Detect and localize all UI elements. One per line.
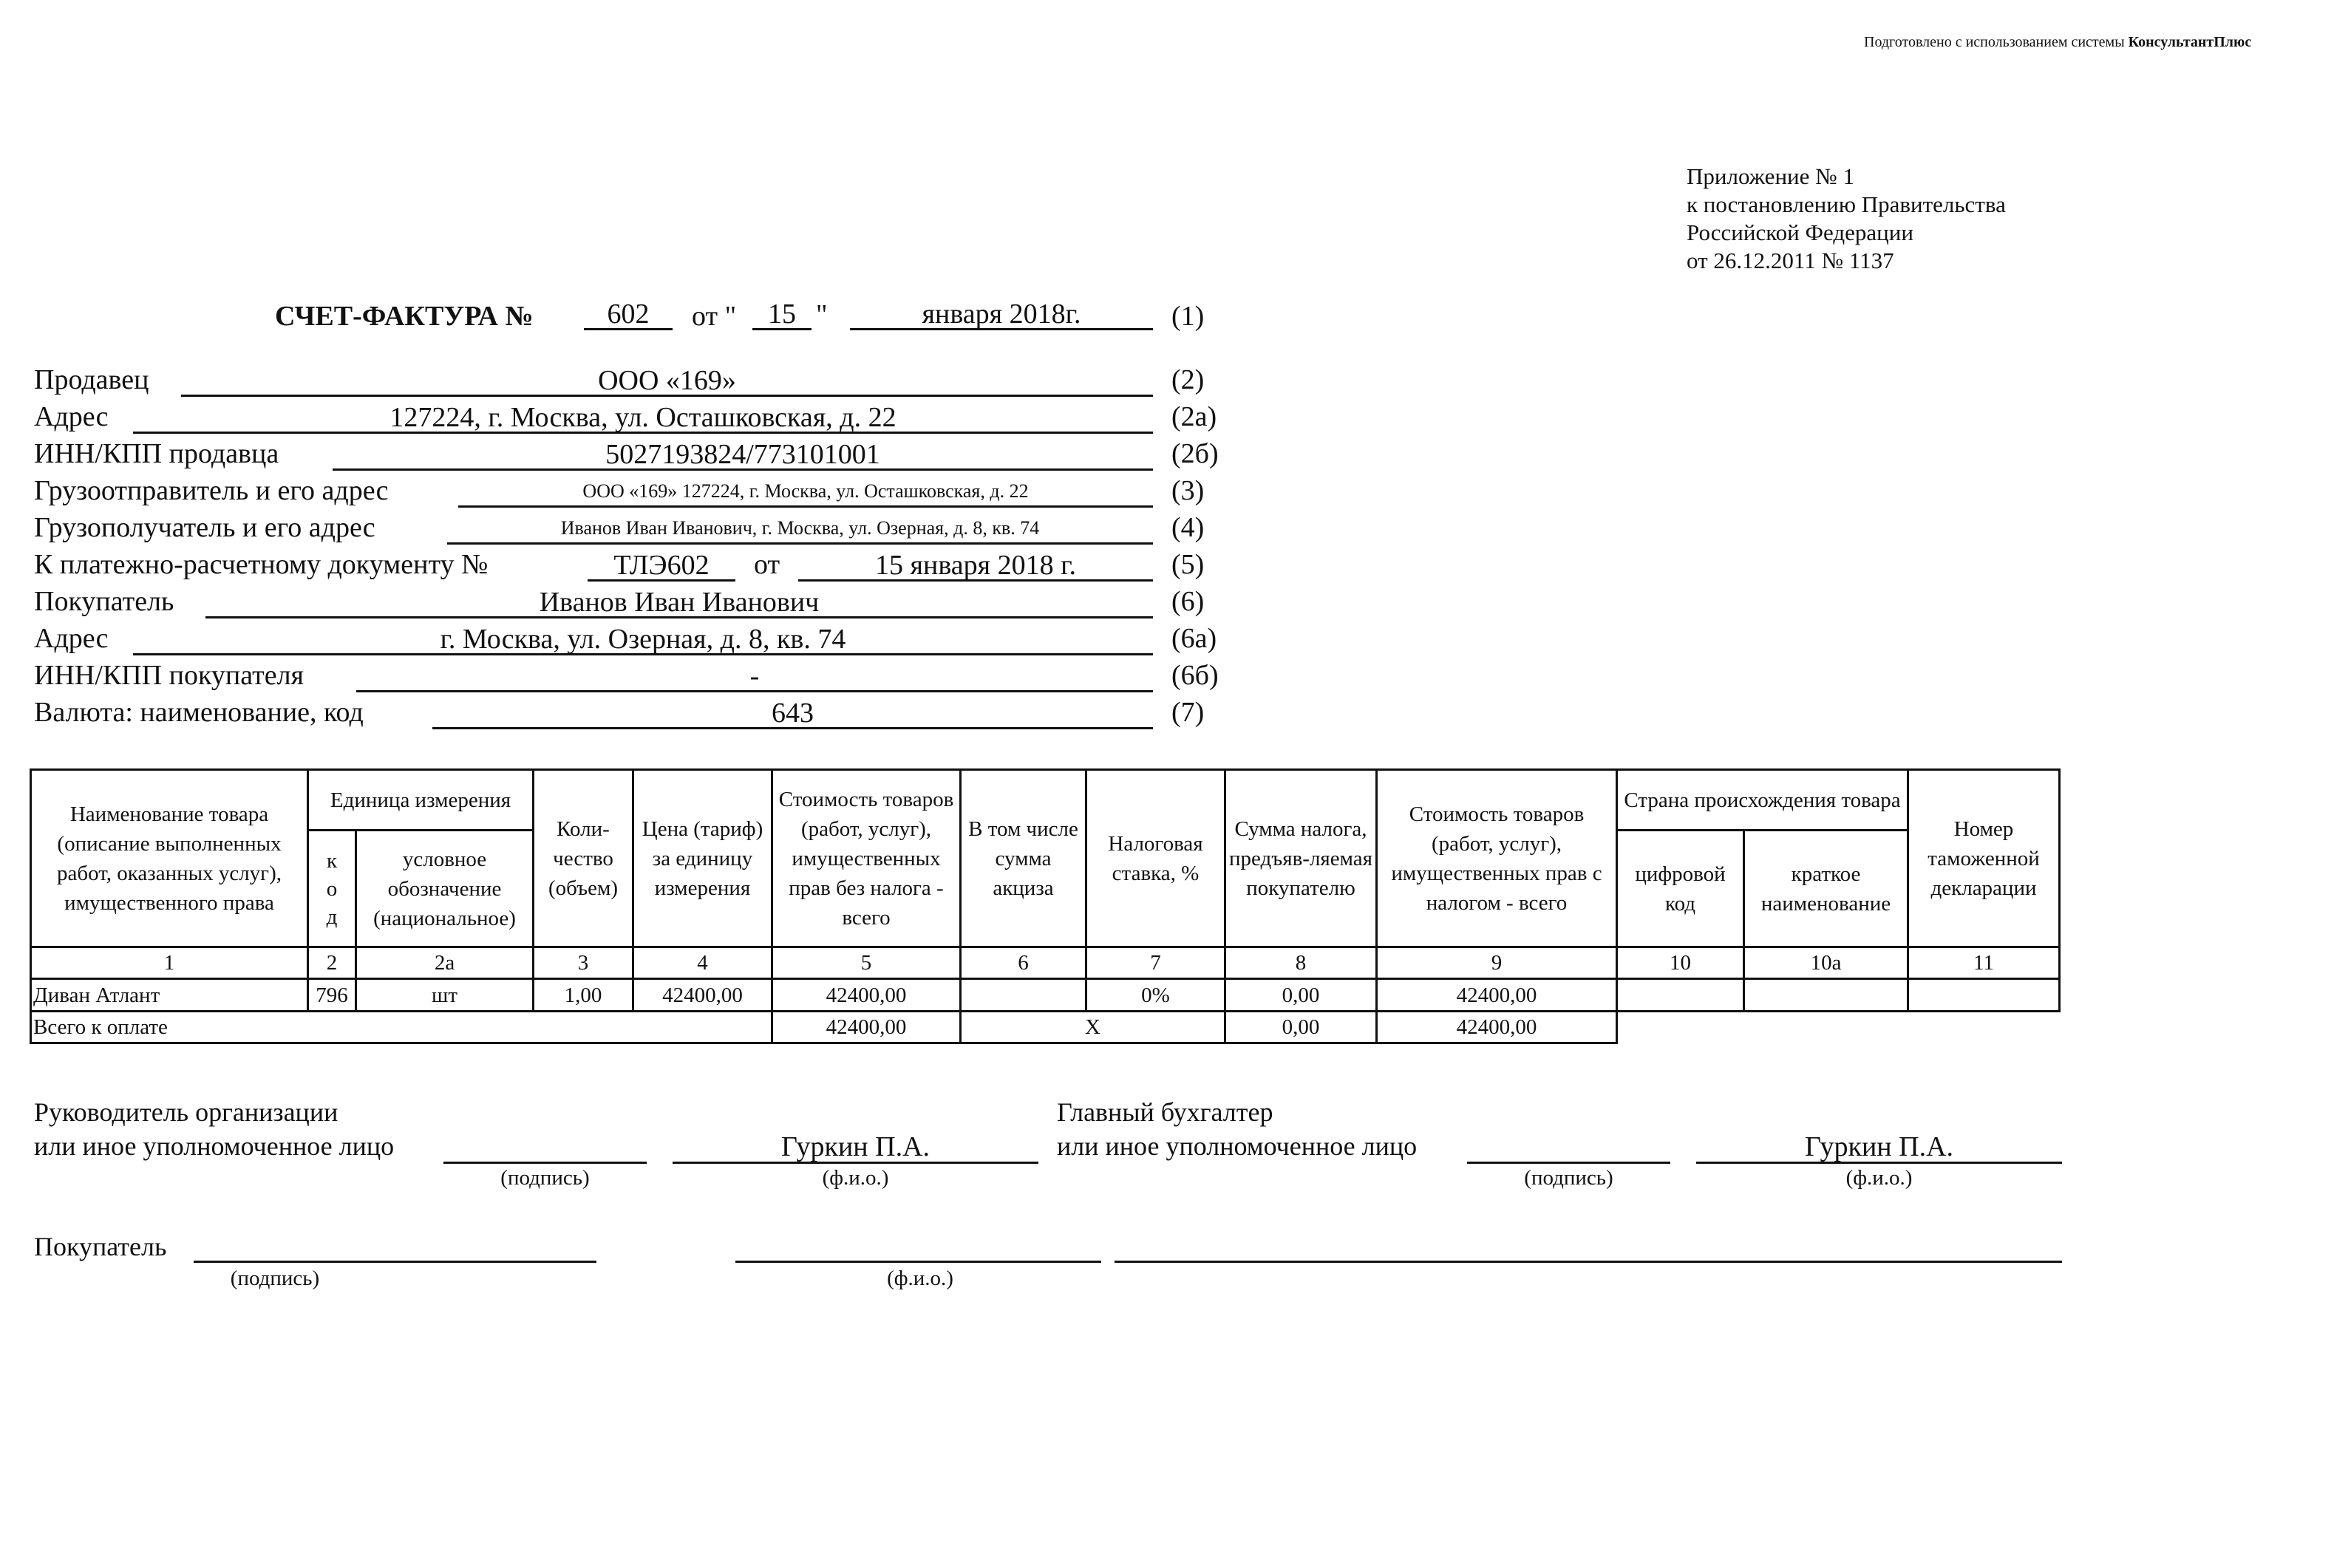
- field-label: Покупатель: [34, 586, 174, 617]
- row-cost-no-tax: 42400,00: [772, 979, 961, 1012]
- row-tax-rate: 0%: [1086, 979, 1225, 1012]
- field-code: (2б): [1171, 438, 1219, 469]
- field-code: (4): [1171, 512, 1205, 543]
- row-excise: [961, 979, 1086, 1012]
- total-label: Всего к оплате: [31, 1012, 772, 1043]
- field-label: ИНН/КПП покупателя: [34, 660, 304, 691]
- header-unit-code: к о д: [308, 831, 356, 947]
- appendix-line: от 26.12.2011 № 1137: [1687, 248, 1894, 273]
- header-country-name: краткое наименование: [1744, 831, 1908, 947]
- field-label: К платежно-расчетному документу №: [34, 549, 489, 580]
- header-cost-no-tax: Стоимость товаров (работ, услуг), имущественных прав без налога - всего: [772, 770, 961, 947]
- field-code: (7): [1171, 697, 1205, 728]
- total-cost-no-tax: 42400,00: [772, 1012, 961, 1043]
- col-number: 6: [961, 947, 1086, 979]
- field-value: г. Москва, ул. Озерная, д. 8, кв. 74: [133, 624, 1153, 655]
- col-number: 3: [534, 947, 633, 979]
- accountant-label-2: или иное уполномоченное лицо: [1057, 1131, 1418, 1161]
- sign-caption: (подпись): [1524, 1166, 1613, 1190]
- row-customs: [1908, 979, 2060, 1012]
- row-tax-sum: 0,00: [1225, 979, 1377, 1012]
- col-number: 1: [31, 947, 308, 979]
- header-country-code: цифровой код: [1617, 831, 1744, 947]
- col-number: 10: [1617, 947, 1744, 979]
- row-code: 796: [308, 979, 356, 1012]
- col-number: 11: [1908, 947, 2060, 979]
- accountant-label-1: Главный бухгалтер: [1057, 1097, 1273, 1127]
- buyer-name-line: [735, 1230, 1101, 1263]
- col-number: 7: [1086, 947, 1225, 979]
- appendix-line: к постановлению Правительства: [1687, 191, 2006, 217]
- field-label: ИНН/КПП продавца: [34, 438, 279, 469]
- total-mark: X: [961, 1012, 1225, 1043]
- buyer-signature-line: [194, 1230, 596, 1263]
- header-unit-name: условное обозначение (национальное): [356, 831, 534, 947]
- invoice-quote: ": [816, 299, 828, 330]
- accountant-name: Гуркин П.А.: [1696, 1131, 2062, 1164]
- row-country-name: [1744, 979, 1908, 1012]
- header-customs: Номер таможенной декларации: [1908, 770, 2060, 947]
- invoice-day: 15: [752, 299, 812, 330]
- field-value: ТЛЭ602: [588, 550, 735, 582]
- header-tax-sum: Сумма налога, предъяв-ляемая покупателю: [1225, 770, 1377, 947]
- field-value: ООО «169» 127224, г. Москва, ул. Осташковская, д. 22: [458, 476, 1153, 508]
- field-code: (5): [1171, 549, 1205, 580]
- invoice-from: от ": [692, 301, 737, 332]
- accountant-signature-line: [1467, 1131, 1670, 1164]
- header-name: Наименование товара (описание выполненных работ, оказанных услуг), имущественного права: [31, 770, 308, 947]
- col-number: 8: [1225, 947, 1377, 979]
- total-cost-with-tax: 42400,00: [1377, 1012, 1617, 1043]
- field-value: 643: [432, 698, 1153, 729]
- fio-caption: (ф.и.о.): [822, 1166, 889, 1190]
- field-date: 15 января 2018 г.: [798, 550, 1153, 582]
- field-value: ООО «169»: [181, 365, 1153, 397]
- col-number: 9: [1377, 947, 1617, 979]
- sign-caption: (подпись): [500, 1166, 590, 1190]
- field-label: Адрес: [34, 401, 109, 432]
- field-code: (6а): [1171, 623, 1217, 654]
- row-qty: 1,00: [534, 979, 633, 1012]
- buyer-extra-line: [1115, 1230, 2062, 1263]
- total-tax-sum: 0,00: [1225, 1012, 1377, 1043]
- invoice-title: СЧЕТ-ФАКТУРА №: [275, 301, 534, 332]
- head-signature-line: [443, 1131, 647, 1164]
- field-value: Иванов Иван Иванович, г. Москва, ул. Озерная, д. 8, кв. 74: [447, 513, 1153, 545]
- fio-caption: (ф.и.о.): [1845, 1166, 1913, 1190]
- appendix-block: [1687, 163, 2006, 275]
- field-code: (3): [1171, 475, 1205, 506]
- field-label: Адрес: [34, 623, 109, 654]
- head-name: Гуркин П.А.: [673, 1131, 1038, 1164]
- col-number: 2: [308, 947, 356, 979]
- header-cost-with-tax: Стоимость товаров (работ, услуг), имущественных прав с налогом - всего: [1377, 770, 1617, 947]
- field-from: от: [754, 549, 780, 580]
- field-value: Иванов Иван Иванович: [205, 587, 1153, 618]
- sign-caption: (подпись): [230, 1267, 320, 1290]
- col-number: 10а: [1744, 947, 1908, 979]
- header-qty: Коли-чество (объем): [534, 770, 633, 947]
- total-row: [31, 1012, 2060, 1043]
- row-name: Диван Атлант: [31, 979, 308, 1012]
- goods-table: [30, 768, 2061, 1044]
- invoice-number: 602: [584, 299, 673, 330]
- head-label-2: или иное уполномоченное лицо: [34, 1131, 395, 1161]
- field-label: Продавец: [34, 364, 149, 395]
- row-country-code: [1617, 979, 1744, 1012]
- note-brand: КонсультантПлюс: [2128, 34, 2252, 50]
- field-code: (2): [1171, 364, 1205, 395]
- field-code: (2а): [1171, 401, 1217, 432]
- field-value: -: [356, 661, 1153, 692]
- field-code: (6): [1171, 586, 1205, 617]
- fio-caption: (ф.и.о.): [887, 1267, 953, 1290]
- header-price: Цена (тариф) за единицу измерения: [633, 770, 772, 947]
- header-tax-rate: Налоговая ставка, %: [1086, 770, 1225, 947]
- header-excise: В том числе сумма акциза: [961, 770, 1086, 947]
- invoice-month-year: января 2018г.: [850, 299, 1153, 330]
- col-number: 5: [772, 947, 961, 979]
- field-label: Грузополучатель и его адрес: [34, 512, 375, 543]
- row-cost-with-tax: 42400,00: [1377, 979, 1617, 1012]
- field-value: 5027193824/773101001: [333, 439, 1153, 471]
- appendix-line: Российской Федерации: [1687, 219, 1913, 245]
- field-code: (1): [1171, 301, 1205, 332]
- field-value: 127224, г. Москва, ул. Осташковская, д. 22: [133, 402, 1153, 434]
- col-number: 2а: [356, 947, 534, 979]
- field-label: Валюта: наименование, код: [34, 697, 364, 728]
- row-price: 42400,00: [633, 979, 772, 1012]
- appendix-line: Приложение № 1: [1687, 163, 1854, 189]
- note-prefix: Подготовлено с использованием системы: [1864, 34, 2129, 50]
- consultant-note: [1864, 34, 2251, 51]
- header-country: Страна происхождения товара: [1617, 770, 1908, 831]
- table-row: [31, 979, 2060, 1012]
- header-unit: Единица измерения: [308, 770, 534, 831]
- buyer-label: Покупатель: [34, 1232, 167, 1261]
- field-code: (6б): [1171, 660, 1219, 691]
- row-unit: шт: [356, 979, 534, 1012]
- field-label: Грузоотправитель и его адрес: [34, 475, 389, 506]
- head-label-1: Руководитель организации: [34, 1097, 338, 1127]
- col-number: 4: [633, 947, 772, 979]
